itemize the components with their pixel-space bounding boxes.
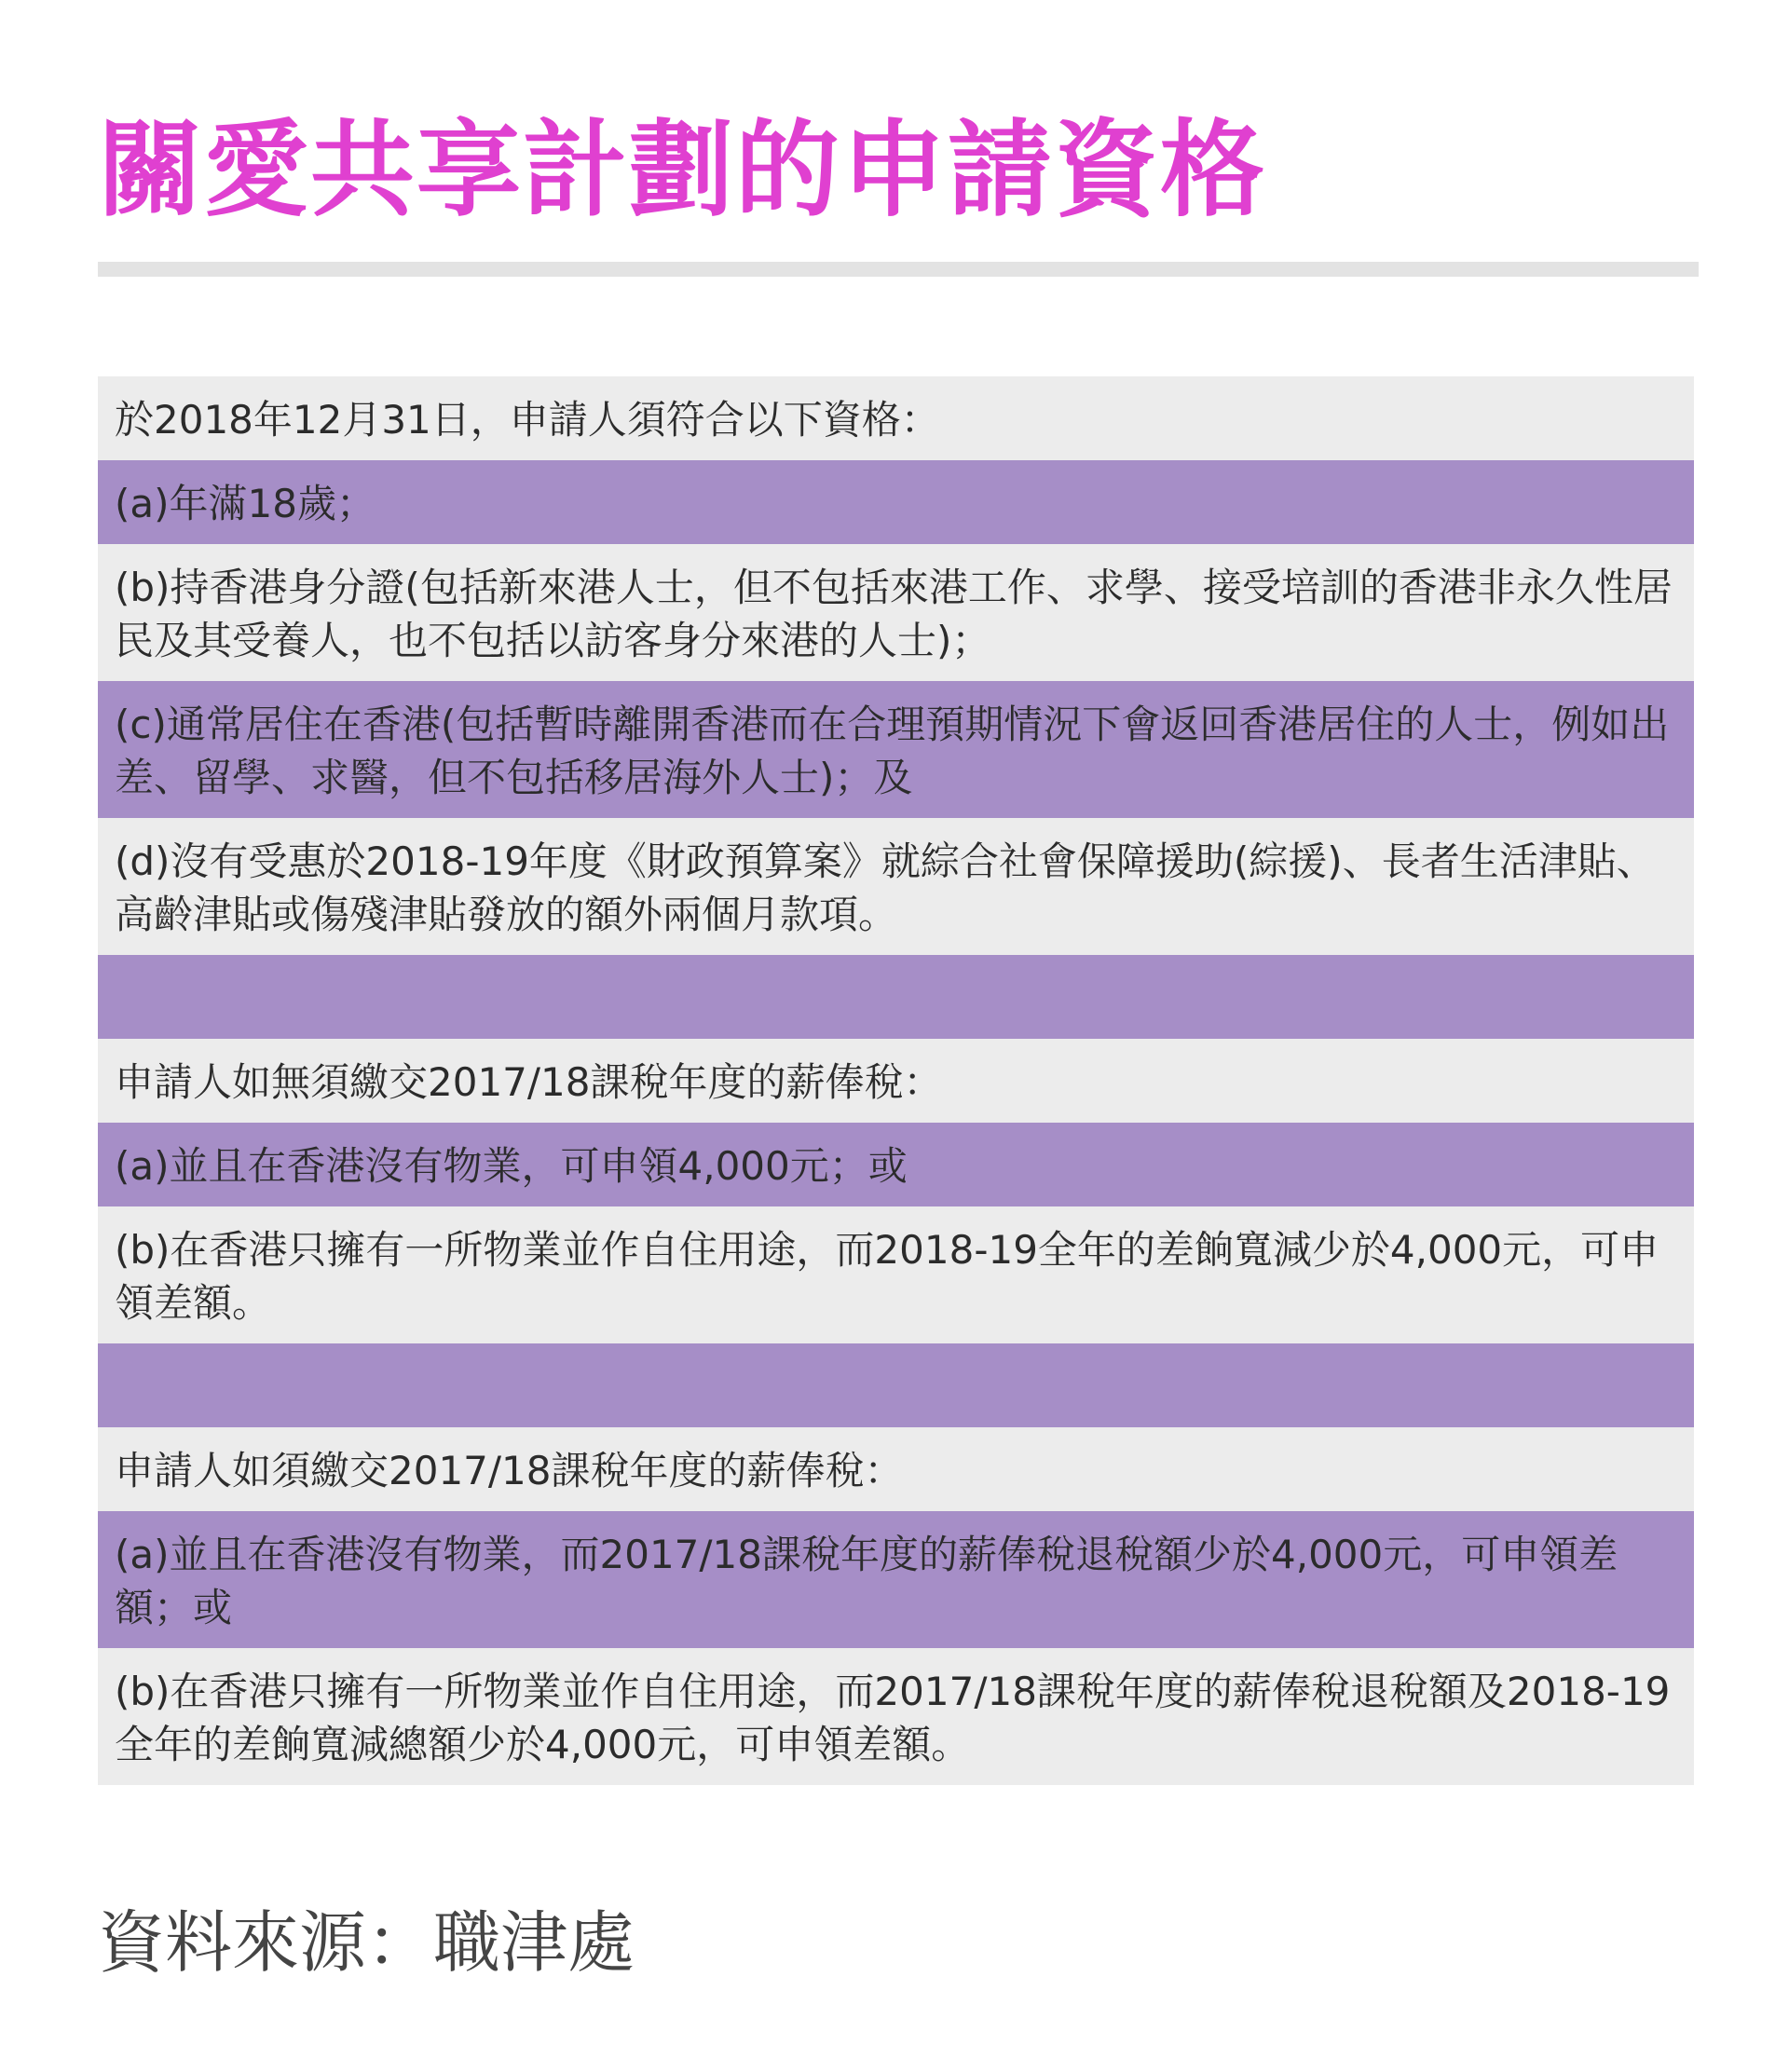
section-2-intro-row: 申請人如無須繳交2017/18課稅年度的薪俸稅： <box>98 1039 1694 1123</box>
source-credit: 資料來源：職津處 <box>98 1903 635 1982</box>
page-title: 關愛共享計劃的申請資格 <box>98 110 1266 231</box>
section-3-item-a-row: (a)並且在香港沒有物業，而2017/18課稅年度的薪俸稅退稅額少於4,000元，可申領差額；或 <box>98 1511 1694 1648</box>
section-1-item-c-row: (c)通常居住在香港(包括暫時離開香港而在合理預期情況下會返回香港居住的人士，例如出差、留學、求醫，但不包括移居海外人士)；及 <box>98 681 1694 818</box>
section-1-item-d-row: (d)沒有受惠於2018-19年度《財政預算案》就綜合社會保障援助(綜援)、長者生活津貼、高齡津貼或傷殘津貼發放的額外兩個月款項。 <box>98 818 1694 955</box>
section-3-item-b-row: (b)在香港只擁有一所物業並作自住用途，而2017/18課稅年度的薪俸稅退稅額及2018-19全年的差餉寬減總額少於4,000元，可申領差額。 <box>98 1648 1694 1785</box>
section-3-intro-row: 申請人如須繳交2017/18課稅年度的薪俸稅： <box>98 1427 1694 1511</box>
section-1-item-b-row: (b)持香港身分證(包括新來港人士，但不包括來港工作、求學、接受培訓的香港非永久性居民及其受養人，也不包括以訪客身分來港的人士)； <box>98 544 1694 681</box>
section-2-item-b-row: (b)在香港只擁有一所物業並作自住用途，而2018-19全年的差餉寬減少於4,000元，可申領差額。 <box>98 1206 1694 1343</box>
title-divider <box>98 262 1699 277</box>
eligibility-table <box>98 376 1694 1785</box>
section-2-item-a-row: (a)並且在香港沒有物業，可申領4,000元；或 <box>98 1123 1694 1206</box>
section-2-spacer-row <box>98 1343 1694 1427</box>
section-1-item-a-row: (a)年滿18歲； <box>98 460 1694 544</box>
section-1-intro-row: 於2018年12月31日，申請人須符合以下資格： <box>98 376 1694 460</box>
section-1-spacer-row <box>98 955 1694 1039</box>
